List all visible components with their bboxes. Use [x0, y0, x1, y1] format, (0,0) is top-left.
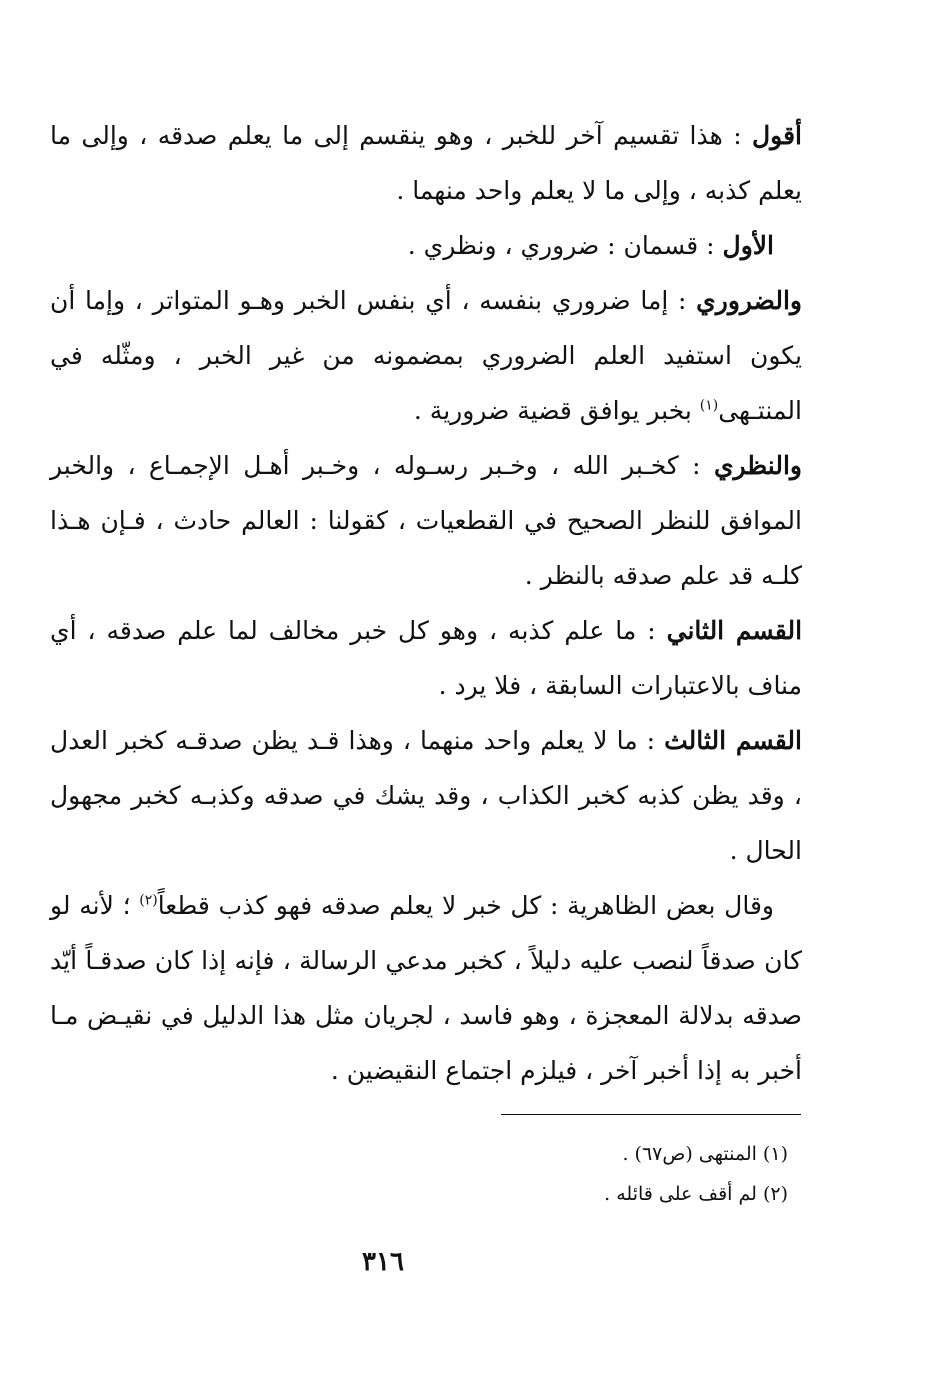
paragraph-text: : كخـبر الله ، وخـبر رسـوله ، وخـبر أهـل الإجمـاع ، والخبر الموافق للنظر الصحيح في القطعيات ، كقولنا : العالم حادث ، فـإن هـذا كلـه قد علم صدقه بالنظر .	[50, 451, 802, 590]
paragraph-lead: القسم الثاني	[666, 616, 803, 645]
paragraph-lead: الأول	[722, 231, 774, 260]
footnote-reference-1[interactable]: (١)	[699, 397, 719, 414]
paragraph-lead: أقول	[752, 121, 802, 150]
paragraph-text: : هذا تقسيم آخر للخبر ، وهو ينقسم إلى ما يعلم صدقه ، وإلى ما يعلم كذبه ، وإلى ما لا يعلم واحد منهما .	[50, 121, 802, 205]
paragraph-aqulu	[50, 108, 802, 218]
footnote-divider	[501, 1114, 801, 1115]
paragraph-text: : إما ضروري بنفسه ، أي بنفس الخبر وهـو المتواتر ، وإما أن يكون استفيد العلم الضروري بمضمونه من غير الخبر ، ومثّله في المنتـهى	[50, 286, 803, 425]
paragraph-lead: والضروري	[696, 286, 802, 315]
paragraph-text-continued: ؛ لأنه لو كان صدقاً لنصب عليه دليلاً ، كخبر مدعي الرسالة ، فإنه إذا كان صدقـاً أيّد صدقه بدلالة المعجزة ، وهو فاسد ، لجريان مثل هذا الدليل في نقيـض مـا أخبر به إذا أخبر آخر ، فيلزم اجتماع النقيضين .	[50, 891, 802, 1085]
main-text	[50, 108, 802, 1098]
paragraph-text: : قسمان : ضروري ، ونظري .	[407, 231, 723, 260]
paragraph-zahiriyya	[50, 878, 802, 1098]
paragraph-first-division	[50, 218, 802, 273]
paragraph-text: : ما لا يعلم واحد منهما ، وهذا قـد يظن صدقـه كخبر العدل ، وقد يظن كذبه كخبر الكذاب ، وقد يشك في صدقه وكذبـه كخبر مجهول الحال .	[50, 726, 802, 865]
paragraph-lead: القسم الثالث	[664, 726, 802, 755]
paragraph-lead: والنظري	[713, 451, 802, 480]
footnote-2: (٢) لم أقف على قائله .	[604, 1183, 788, 1205]
paragraph-necessary	[50, 273, 802, 438]
page-number: ٣١٦	[362, 1247, 404, 1277]
paragraph-third-division	[50, 713, 802, 878]
paragraph-text: : ما علم كذبه ، وهو كل خبر مخالف لما علم صدقه ، أي مناف بالاعتبارات السابقة ، فلا يرد .	[50, 616, 802, 700]
footnote-1: (١) المنتهى (ص٦٧) .	[622, 1143, 788, 1165]
paragraph-second-division	[50, 603, 802, 713]
footnotes	[300, 1134, 788, 1214]
footnote-reference-2[interactable]: (٢)	[139, 892, 158, 909]
paragraph-text-continued: بخبر يوافق قضية ضرورية .	[413, 396, 700, 425]
paragraph-theoretical	[50, 438, 802, 603]
paragraph-text: وقال بعض الظاهرية : كل خبر لا يعلم صدقه فهو كذب قطعاً	[157, 891, 774, 920]
